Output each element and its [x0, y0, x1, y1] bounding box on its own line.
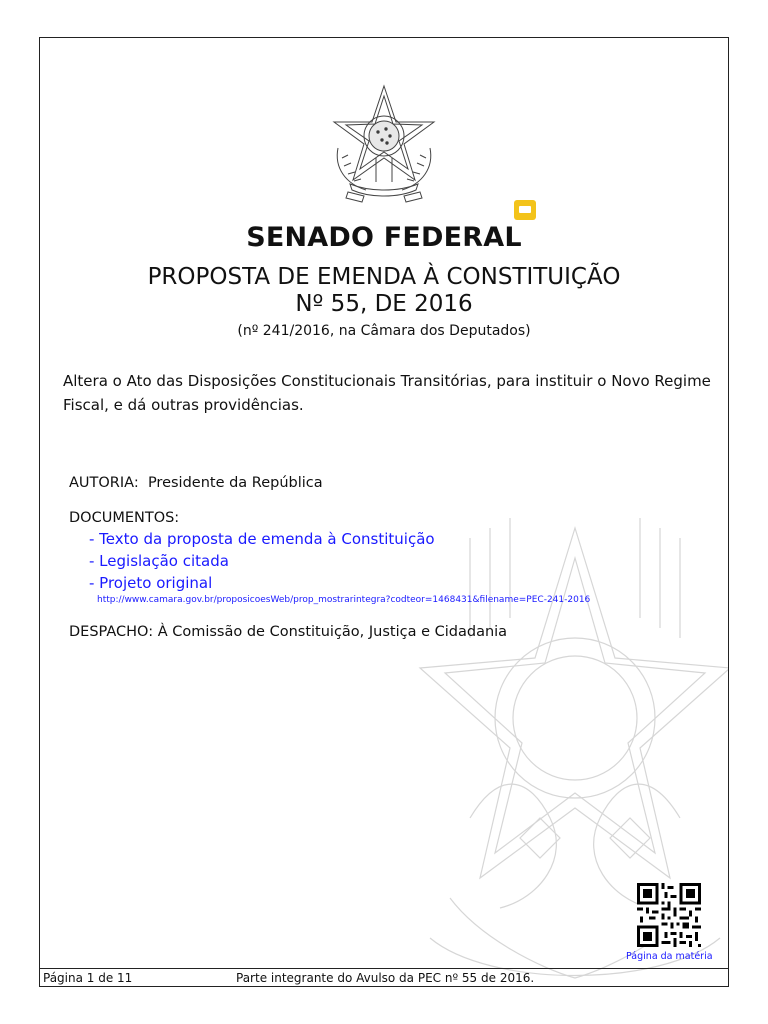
- footer-page-number: Página 1 de 11: [43, 971, 133, 985]
- despacho-label: DESPACHO:: [69, 624, 154, 640]
- link-projeto-original-url[interactable]: http://www.camara.gov.br/proposicoesWeb/prop_mostrarintegra?codteor=1468431&filename=PEC-241-2016: [97, 595, 591, 605]
- comment-icon[interactable]: [514, 200, 536, 220]
- documentos-label: DOCUMENTOS:: [69, 510, 180, 526]
- document-number: Nº 55, DE 2016: [295, 291, 473, 317]
- link-texto-proposta[interactable]: - Texto da proposta de emenda à Constituição: [89, 530, 435, 548]
- despacho-value: À Comissão de Constituição, Justiça e Cidadania: [157, 624, 508, 640]
- footer-divider: [40, 968, 728, 969]
- despacho-row: [69, 624, 507, 640]
- link-legislacao-citada[interactable]: - Legislação citada: [89, 552, 229, 570]
- institution-title: SENADO FEDERAL: [246, 222, 522, 253]
- autoria-row: [69, 475, 323, 491]
- camara-reference: (nº 241/2016, na Câmara dos Deputados): [237, 323, 531, 339]
- qr-code-icon[interactable]: [637, 883, 701, 947]
- footer-note: Parte integrante do Avulso da PEC nº 55 de 2016.: [236, 971, 535, 985]
- qr-caption-link[interactable]: Página da matéria: [626, 951, 713, 962]
- brazil-coat-of-arms-icon: [320, 78, 448, 206]
- autoria-value: Presidente da República: [147, 475, 323, 491]
- document-page: [39, 37, 729, 987]
- ementa-text: Altera o Ato das Disposições Constitucionais Transitórias, para instituir o Novo Regime Fiscal, e dá outras providências.: [63, 372, 711, 414]
- link-projeto-original[interactable]: - Projeto original: [89, 574, 213, 592]
- document-type: PROPOSTA DE EMENDA À CONSTITUIÇÃO: [147, 264, 621, 290]
- autoria-label: AUTORIA:: [69, 475, 139, 491]
